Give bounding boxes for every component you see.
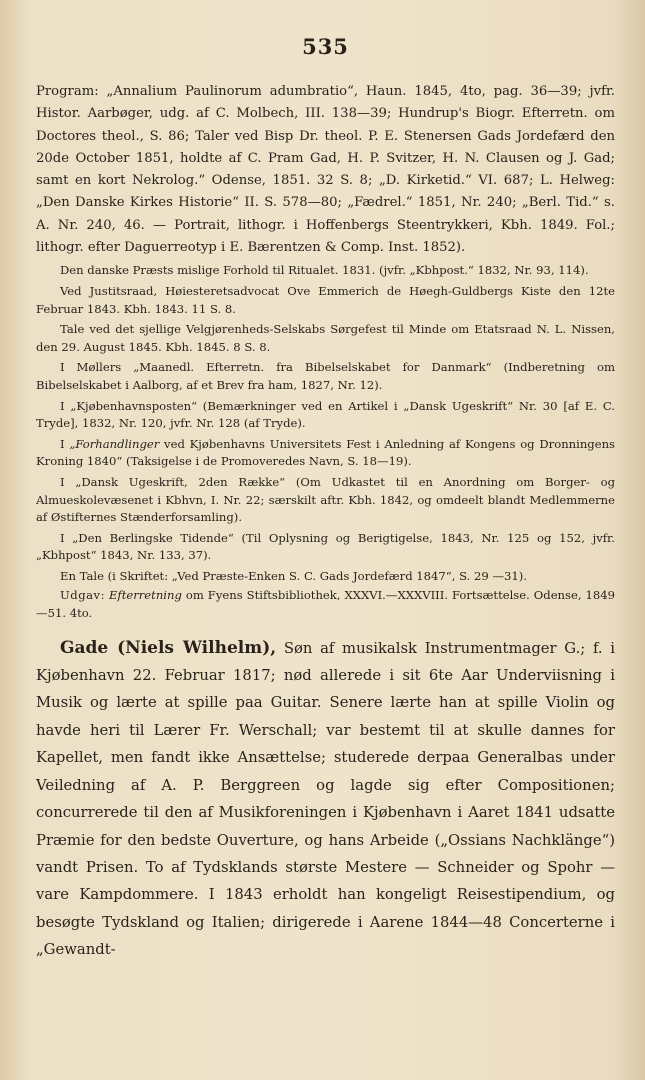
entry-tale: Tale ved det sjellige Velgjørenheds-Selskabs Sørgefest til Minde om Etatsraad N. L. Nissen, den 29. August 1845. Kbh. 1845. 8 S. 8. bbox=[36, 322, 615, 354]
program-entry: Program: „Annalium Paulinorum adumbratio“, Haun. 1845, 4to, pag. 36—39; jvfr. Histor. Aarbøger, udg. af C. Molbech, III. 138—39; Hundrup's Biogr. Efterretn. om Doctores theol., S. 86; Taler ved Bisp Dr. theol. P. E. Stenersen Gads Jordefærd den 20de October 1851, holdte af C. Pram Gad, H. P. Svitzer, H. N. Clausen og J. Gad; samt en kort Nekrolog.“ Odense, 1851. 32 S. 8; „D. Kirketid.“ VI. 687; L. Helweg: „Den Danske Kirkes Historie“ II. S. 578—80; „Fædrel.“ 1851, Nr. 240; „Berl. Tid.“ s. A. Nr. 240, 46. — Portrait, lithogr. i Hoffenbergs Steentrykkeri, Kbh. 1849. Fol.; lithogr. efter Daguerreotyp i E. Bærentzen & Comp. Inst. 1852). bbox=[36, 84, 615, 256]
entry-udgav bbox=[36, 587, 615, 622]
entry-mollers: I Møllers „Maanedl. Efterretn. fra Bibelselskabet for Danmark“ (Indberetning om Bibelselskabet i Aalborg, af et Brev fra ham, 1827, Nr. 12). bbox=[36, 360, 615, 392]
gade-heading: Gade (Niels Wilhelm), bbox=[60, 637, 277, 658]
forhandlinger-prefix: I bbox=[60, 436, 70, 451]
udgav-rest: om Fyens Stiftsbibliothek, XXXVI.—XXXVIII. Fortsættelse. Odense, 1849—51. 4to. bbox=[36, 588, 615, 621]
gade-text: Søn af musikalsk Instrumentmager G.; f. i Kjøbenhavn 22. Februar 1817; nød allerede i sit 6te Aar Underviisning i Musik og lærte at spille paa Guitar. Senere lærte han at spille Violin og havde heri til Lærer Fr. Werschall; var bestemt til at skulle dannes for Kapellet, men fandt ikke Ansættelse; studerede derpaa Generalbas under Veiledning af A. P. Berggreen og lagde sig efter Compositionen; concurrerede til den af Musikforeningen i Kjøbenhavn i Aaret 1841 udsatte Præmie for den bedste Ouverture, og hans Arbeide („Ossians Nachklänge“) vandt Prisen. To af Tydsklands største Mestere — Schneider og Spohr — vare Kampdommere. I 1843 erholdt han kongeligt Reisestipendium, og besøgte Tydskland og Italien; dirigerede i Aarene 1844—48 Concerterne i „Gewandt- bbox=[36, 639, 615, 959]
entry-ugeskrift: I „Dansk Ugeskrift, 2den Række“ (Om Udkastet til en Anordning om Borger- og Almueskolevæsenet i Kbhvn, I. Nr. 22; særskilt aftr. Kbh. 1842, og omdeelt blandt Medlemmerne af Østifternes Stænderforsamling). bbox=[36, 474, 615, 525]
forhandlinger-title: „Forhandlinger bbox=[69, 436, 160, 451]
udgav-title: Efterretning bbox=[104, 588, 182, 603]
gade-biography bbox=[36, 635, 615, 964]
entry-justitsraad: Ved Justitsraad, Høiesteretsadvocat Ove Emmerich de Høegh-Guldbergs Kiste den 12te Februar 1843. Kbh. 1843. 11 S. 8. bbox=[36, 283, 615, 316]
entry-kjobenhavnsposten: I „Kjøbenhavnsposten“ (Bemærkninger ved en Artikel i „Dansk Ugeskrift“ Nr. 30 [af E. C. Tryde], 1832, Nr. 120, jvfr. Nr. 128 (af Tryde). bbox=[36, 398, 615, 431]
page-number: 535 bbox=[302, 34, 349, 59]
udgav-label: Udgav: bbox=[60, 588, 105, 603]
entry-forhold: Den danske Præsts mislige Forhold til Ritualet. 1831. (jvfr. „Kbhpost.“ 1832, Nr. 93, 114). bbox=[60, 263, 589, 278]
entry-forhandlinger bbox=[36, 436, 615, 471]
entry-berlingske: I „Den Berlingske Tidende“ (Til Oplysning og Berigtigelse, 1843, Nr. 125 og 152, jvfr. „Kbhpost“ 1843, Nr. 133, 37). bbox=[36, 530, 615, 563]
entry-entale: En Tale (i Skriftet: „Ved Præste-Enken S. C. Gads Jordefærd 1847“, S. 29 —31). bbox=[60, 568, 527, 583]
forhandlinger-rest: ved Kjøbenhavns Universitets Fest i Anledning af Kongens og Dronningens Kroning 1840“ (Taksigelse i de Promoveredes Navn, S. 18—19). bbox=[36, 436, 616, 469]
